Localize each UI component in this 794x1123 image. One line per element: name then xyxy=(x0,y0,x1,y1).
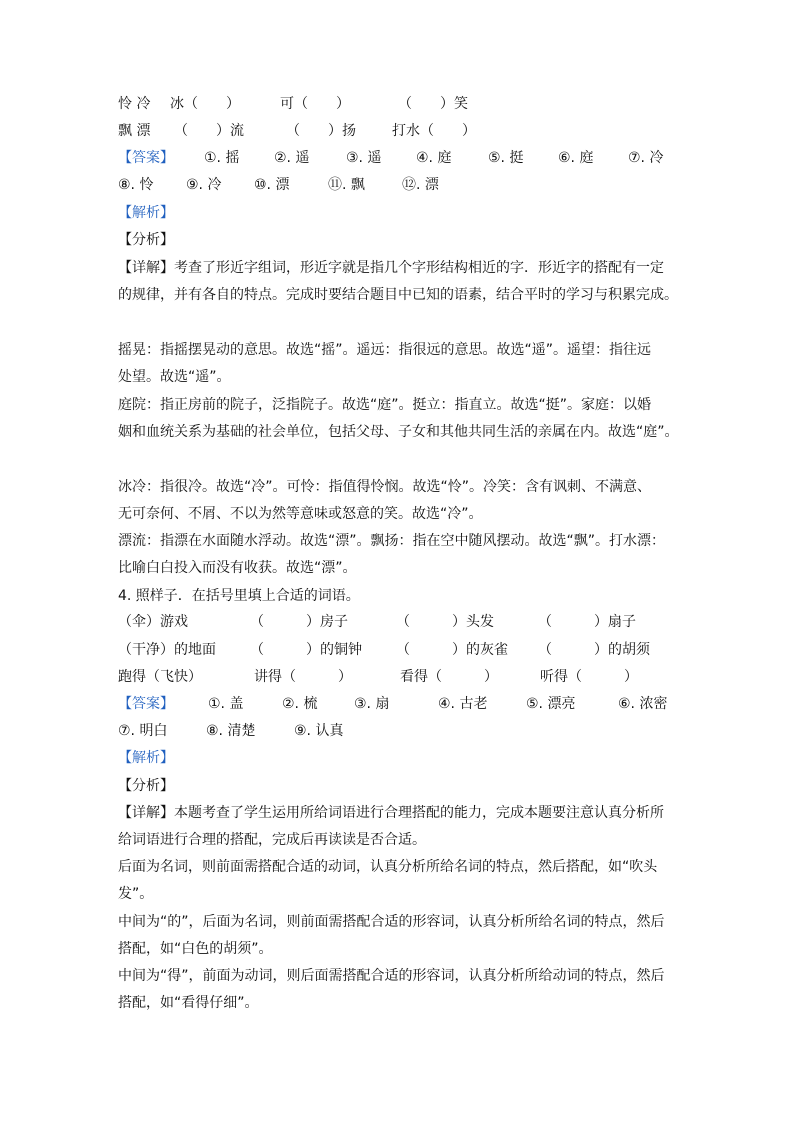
q3-row2-chars: 飘 漂 xyxy=(118,123,151,139)
q3-answer-5: ⑤. 挺 xyxy=(488,150,524,166)
q3-answer-11: ⑪. 飘 xyxy=(328,177,365,193)
q3-row2-item2: （ ）扬 xyxy=(286,123,356,139)
q3-answer-2: ②. 遥 xyxy=(274,150,310,166)
q4-fenxi-label: 【分析】 xyxy=(118,778,174,794)
q3-explain-a-4: 姻和血统关系为基础的社会单位，包括父母、子女和其他共同生活的亲属在内。故选“庭”。 xyxy=(118,424,679,440)
q3-explain-b-3: 漂流：指漂在水面随水浮动。故选“漂”。飘扬：指在空中随风摆动。故选“飘”。打水漂： xyxy=(118,533,666,549)
q4-explain-4: 搭配，如“白色的胡须”。 xyxy=(118,941,273,957)
q4-answer-7: ⑦. 明白 xyxy=(118,723,168,739)
q4-title: 4. 照样子．在括号里填上合适的词语。 xyxy=(118,588,360,604)
q3-answer-10: ⑩. 漂 xyxy=(254,177,290,193)
analysis-label: 【解析】 xyxy=(118,205,174,221)
q3-row1-chars: 怜 冷 xyxy=(118,96,151,112)
q3-explain-a-2: 处望。故选“遥”。 xyxy=(118,369,231,385)
q4-detail-label: 【详解】 xyxy=(118,805,174,821)
q3-answer-8: ⑧. 怜 xyxy=(118,177,154,193)
q4-row3-item3: 看得（ ） xyxy=(400,669,498,685)
q4-detail-text-1: 本题考查了学生运用所给词语进行合理搭配的能力，完成本题要注意认真分析所 xyxy=(174,805,664,821)
q4-answer-6: ⑥. 浓密 xyxy=(618,696,668,712)
q3-row2-item1: （ ）流 xyxy=(174,123,244,139)
q4-row1-item3: （ ）头发 xyxy=(396,614,494,630)
q3-row1-item3: （ ）笑 xyxy=(398,96,468,112)
q4-detail-line-2: 给词语进行合理的搭配，完成后再读读是否合适。 xyxy=(118,832,426,848)
q4-answer-9: ⑨. 认真 xyxy=(294,723,344,739)
q4-answer-label: 【答案】 xyxy=(118,696,174,712)
q4-row3-item1: 跑得（飞快） xyxy=(118,669,202,685)
q3-answer-7: ⑦. 冷 xyxy=(628,150,664,166)
q3-answer-1: ①. 摇 xyxy=(204,150,240,166)
q3-row1-item2: 可（ ） xyxy=(280,96,350,112)
q3-answer-12: ⑫. 漂 xyxy=(402,177,439,193)
q4-row3-item2: 讲得（ ） xyxy=(254,669,352,685)
fenxi-label: 【分析】 xyxy=(118,232,174,248)
q4-answer-1: ①. 盖 xyxy=(208,696,244,712)
q3-explain-b-2: 无可奈何、不屑、不以为然等意味或怒意的笑。故选“冷”。 xyxy=(118,506,483,522)
q4-row3-item4: 听得（ ） xyxy=(540,669,638,685)
detail-label: 【详解】 xyxy=(118,260,174,276)
q4-answer-4: ④. 古老 xyxy=(438,696,488,712)
q3-explain-b-1: 冰冷：指很冷。故选“冷”。可怜：指值得怜悯。故选“怜”。冷笑：含有讽刺、不满意、 xyxy=(118,479,652,495)
q4-row1-item1: （伞）游戏 xyxy=(118,614,188,630)
q3-answer-9: ⑨. 冷 xyxy=(186,177,222,193)
q3-answer-3: ③. 遥 xyxy=(346,150,382,166)
q3-explain-b-4: 比喻白白投入而没有收获。故选“漂”。 xyxy=(118,560,357,576)
q4-explain-1: 后面为名词，则前面需搭配合适的动词，认真分析所给名词的特点，然后搭配，如“吹头 xyxy=(118,859,658,875)
q3-answer-6: ⑥. 庭 xyxy=(558,150,594,166)
q4-detail-line-1 xyxy=(118,803,664,823)
q3-row1-item1: 冰（ ） xyxy=(170,96,240,112)
q4-explain-2: 发”。 xyxy=(118,886,154,902)
q4-row1-item2: （ ）房子 xyxy=(250,614,348,630)
q4-row2-item2: （ ）的铜钟 xyxy=(250,642,362,658)
q4-answer-8: ⑧. 清楚 xyxy=(206,723,256,739)
q4-explain-6: 搭配，如“看得仔细”。 xyxy=(118,995,259,1011)
q3-explain-a-1: 摇晃：指摇摆晃动的意思。故选“摇”。遥远：指很远的意思。故选“遥”。遥望：指往远 xyxy=(118,342,652,358)
q4-row2-item1: （干净）的地面 xyxy=(118,642,216,658)
answer-label: 【答案】 xyxy=(118,150,174,166)
q4-answer-3: ③. 扇 xyxy=(354,696,390,712)
q4-explain-3: 中间为“的”，后面为名词，则前面需搭配合适的形容词，认真分析所给名词的特点，然后 xyxy=(118,914,665,930)
q4-answer-5: ⑤. 漂亮 xyxy=(526,696,576,712)
q3-detail-line-1 xyxy=(118,258,664,278)
q4-row2-item3: （ ）的灰雀 xyxy=(396,642,508,658)
q3-row2-item3: 打水（ ） xyxy=(392,123,476,139)
q3-explain-a-3: 庭院：指正房前的院子，泛指院子。故选“庭”。挺立：指直立。故选“挺”。家庭：以婚 xyxy=(118,397,652,413)
q4-analysis-label: 【解析】 xyxy=(118,750,174,766)
q4-answer-2: ②. 梳 xyxy=(282,696,318,712)
q4-explain-5: 中间为“得”，前面为动词，则后面需搭配合适的形容词，认真分析所给动词的特点，然后 xyxy=(118,968,665,984)
q3-answer-4: ④. 庭 xyxy=(416,150,452,166)
q3-detail-text-1: 考查了形近字组词，形近字就是指几个字形结构相近的字．形近字的搭配有一定 xyxy=(174,260,664,276)
q4-row1-item4: （ ）扇子 xyxy=(538,614,636,630)
q3-detail-line-2: 的规律，并有各自的特点。完成时要结合题目中已知的语素，结合平时的学习与积累完成。 xyxy=(118,287,678,303)
q4-row2-item4: （ ）的胡须 xyxy=(538,642,650,658)
